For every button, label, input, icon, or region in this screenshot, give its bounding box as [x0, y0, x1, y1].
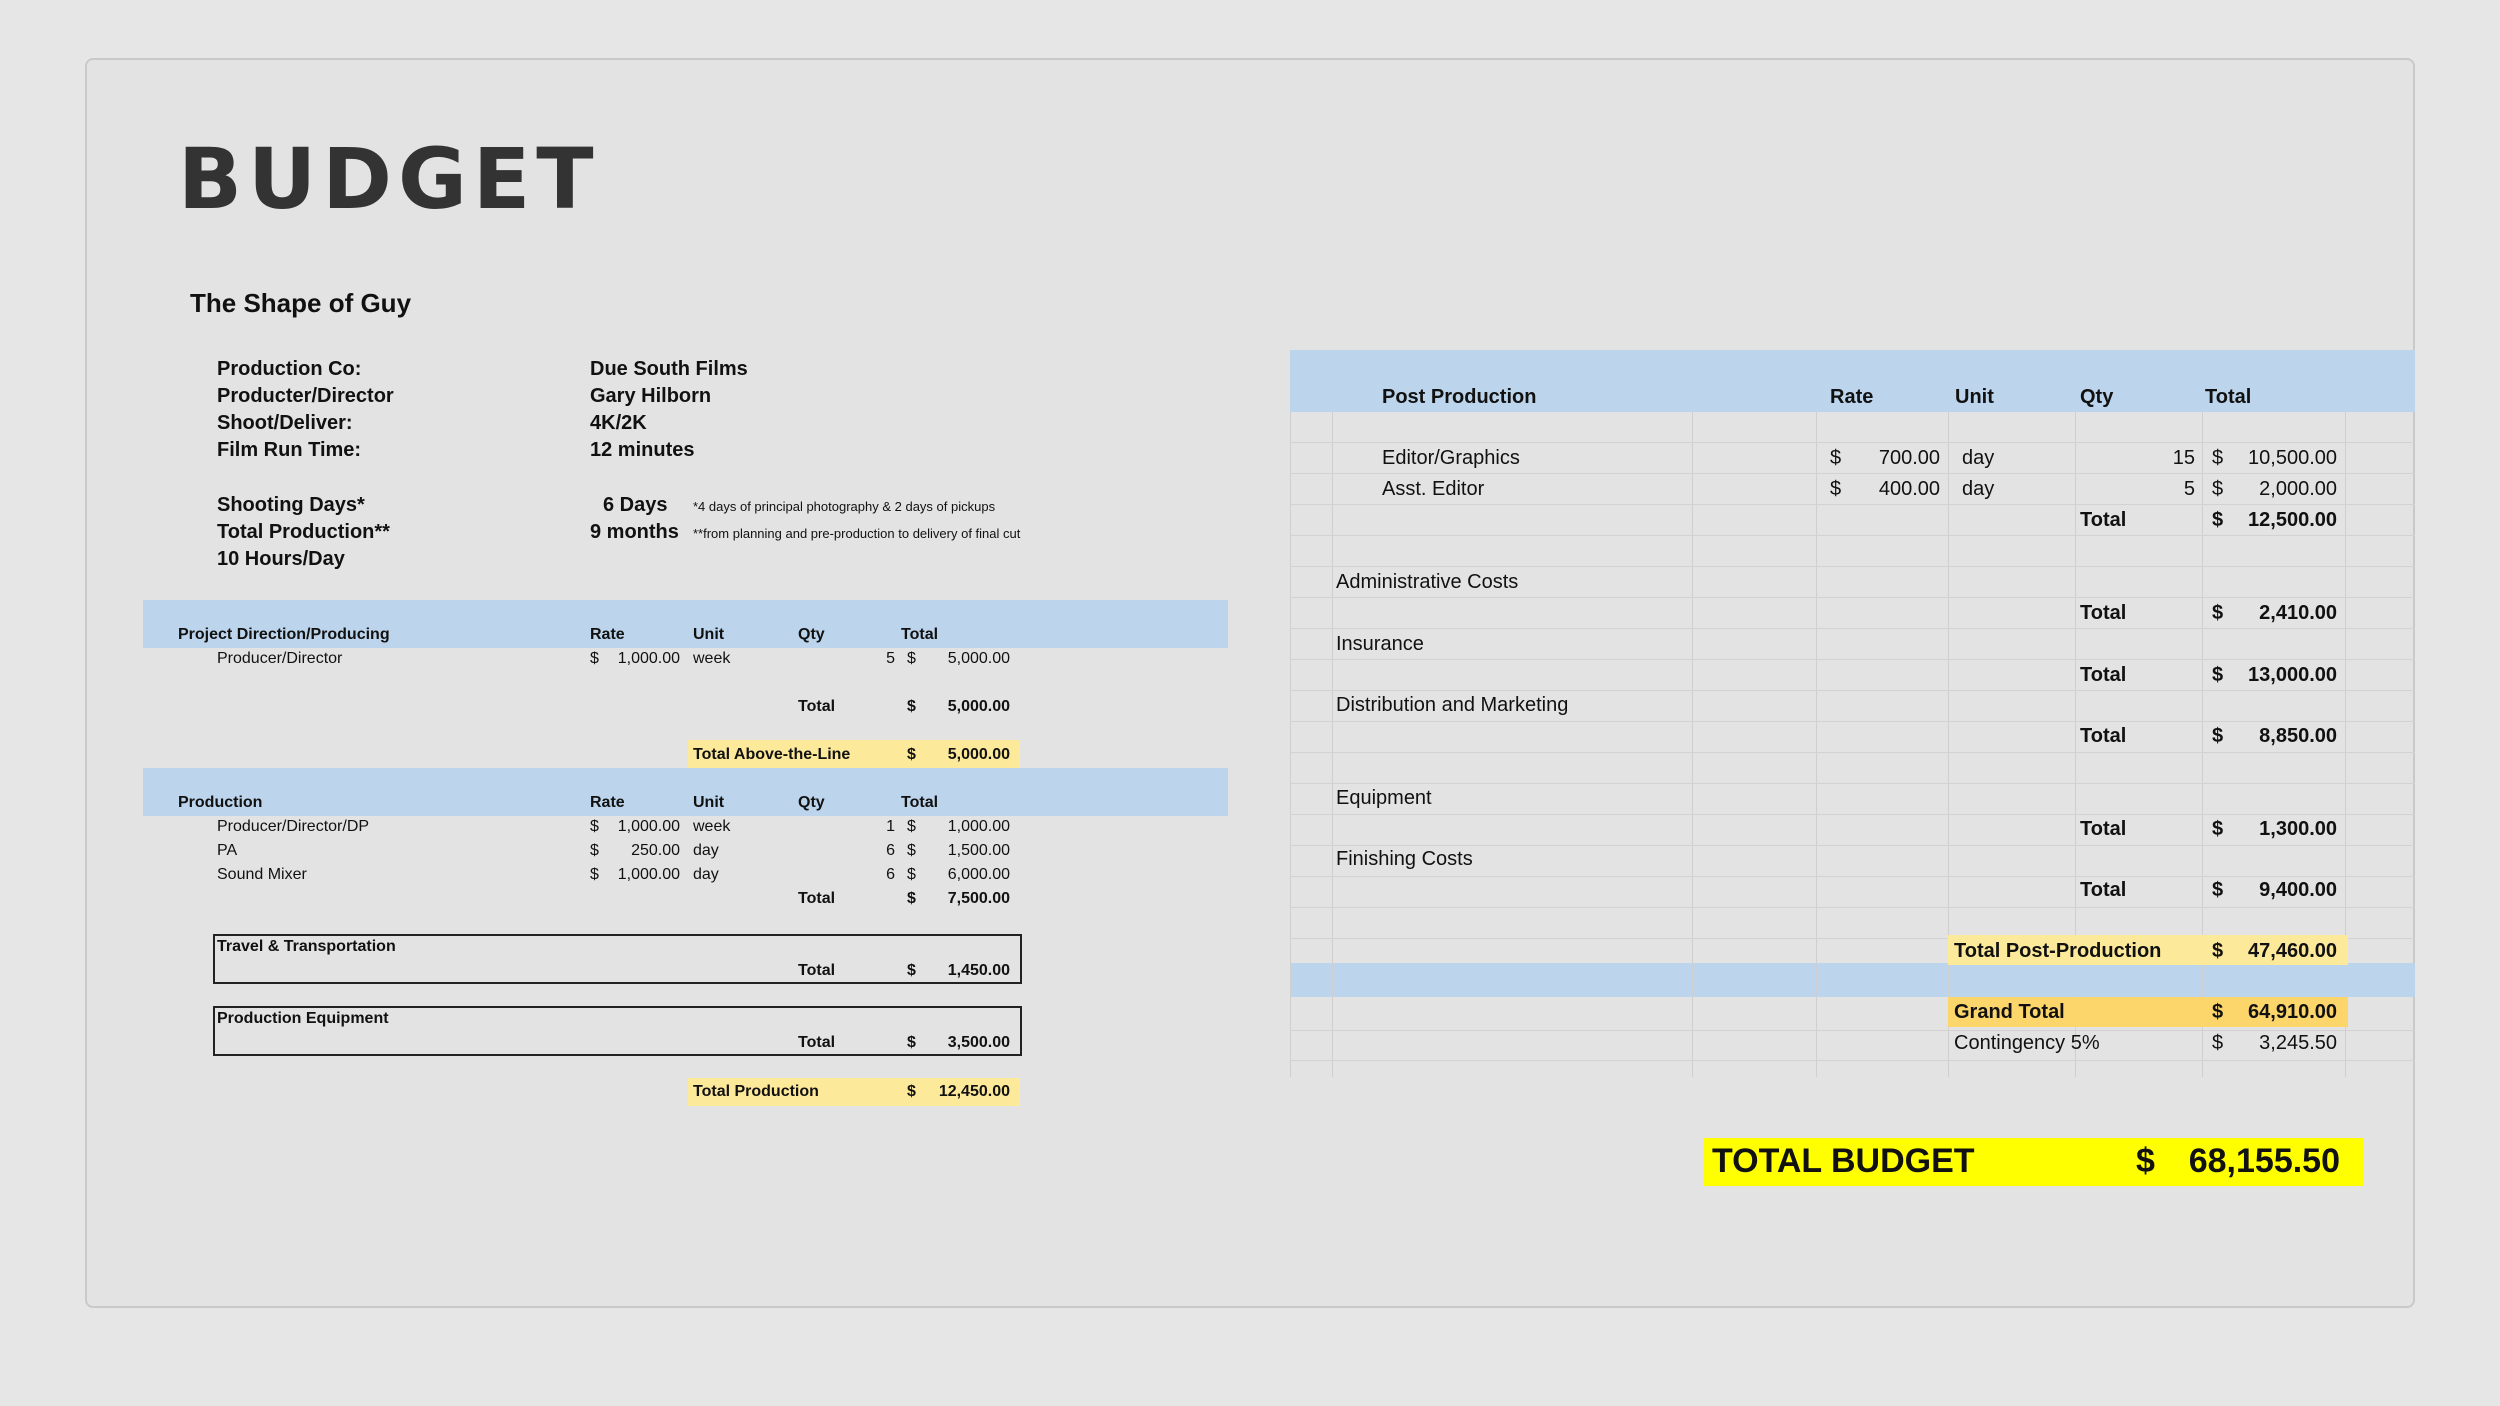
post-total-label: Total	[2080, 509, 2127, 531]
post-row-qty: 5	[2183, 478, 2195, 500]
production-row-dollar: $	[590, 866, 599, 883]
direction-row-name: Producer/Director	[217, 650, 343, 667]
post-qty-header: Qty	[2080, 386, 2114, 408]
direction-title: Project Direction/Producing	[178, 626, 390, 643]
info-total-prod-note: **from planning and pre-production to delivery of final cut	[693, 526, 1021, 541]
total-production-total: 12,450.00	[938, 1083, 1010, 1100]
production-row-total: 1,000.00	[947, 818, 1010, 835]
finishing-label: Finishing Costs	[1336, 848, 1473, 870]
grand-label: Grand Total	[1954, 1001, 2065, 1023]
production-row-dollar2: $	[907, 866, 916, 883]
production-row-name: Sound Mixer	[217, 866, 307, 883]
production-rate-header: Rate	[590, 794, 625, 811]
distribution-total-label: Total	[2080, 725, 2127, 747]
travel-total-dollar: $	[907, 962, 916, 979]
grid-line	[1290, 690, 2415, 691]
finishing-total: 9,400.00	[2259, 879, 2337, 901]
info-shooting-note: *4 days of principal photography & 2 days of pickups	[693, 499, 996, 514]
grid-line	[2202, 412, 2203, 1077]
insurance-total-label: Total	[2080, 664, 2127, 686]
grand-total: 64,910.00	[2248, 1001, 2337, 1023]
grid-line	[1290, 721, 2415, 722]
admin-costs-label: Administrative Costs	[1336, 571, 1519, 593]
production-row-dollar2: $	[907, 842, 916, 859]
admin-total: 2,410.00	[2259, 602, 2337, 624]
production-row-unit: day	[693, 842, 719, 859]
production-total: 7,500.00	[947, 890, 1010, 907]
direction-row-dollar2: $	[907, 650, 916, 667]
grid-line	[1290, 752, 2415, 753]
production-row-qty: 6	[886, 866, 895, 883]
direction-unit-header: Unit	[693, 626, 725, 643]
grid-line	[1290, 442, 2415, 443]
direction-qty-header: Qty	[798, 626, 825, 643]
insurance-label: Insurance	[1336, 633, 1424, 655]
equipment-post-total: 1,300.00	[2259, 818, 2337, 840]
grand-dollar: $	[2212, 1001, 2224, 1023]
travel-total: 1,450.00	[947, 962, 1010, 979]
production-row-unit: week	[693, 818, 731, 835]
production-row-qty: 6	[886, 842, 895, 859]
travel-total-label: Total	[798, 962, 836, 979]
film-title: The Shape of Guy	[190, 288, 412, 318]
post-row-total: 10,500.00	[2248, 447, 2337, 469]
equipment-post-total-dollar: $	[2212, 818, 2224, 840]
direction-row-total: 5,000.00	[947, 650, 1010, 667]
direction-total-header: Total	[901, 626, 939, 643]
tpp-total: 47,460.00	[2248, 940, 2337, 962]
equipment-post-total-label: Total	[2080, 818, 2127, 840]
finishing-total-label: Total	[2080, 879, 2127, 901]
production-qty-header: Qty	[798, 794, 825, 811]
post-row-rate: 700.00	[1878, 447, 1940, 469]
info-producer-label: Producter/Director	[217, 385, 394, 407]
production-unit-header: Unit	[693, 794, 725, 811]
grid-line	[1948, 412, 1949, 1077]
equipment-label: Production Equipment	[217, 1010, 389, 1027]
grid-line	[1290, 473, 2415, 474]
grid-line	[1290, 783, 2415, 784]
direction-total-label: Total	[798, 698, 836, 715]
total-budget-label: TOTAL BUDGET	[1712, 1142, 1975, 1180]
equipment-total-label: Total	[798, 1034, 836, 1051]
production-row-name: PA	[217, 842, 238, 859]
grid-line	[1290, 412, 1291, 1077]
finishing-total-dollar: $	[2212, 879, 2224, 901]
insurance-total-dollar: $	[2212, 664, 2224, 686]
direction-row-qty: 5	[886, 650, 895, 667]
total-budget-value: 68,155.50	[2188, 1142, 2340, 1180]
post-row-qty: 15	[2172, 447, 2195, 469]
contingency-total: 3,245.50	[2259, 1032, 2337, 1054]
production-row-rate: 250.00	[631, 842, 680, 859]
grid-line	[1692, 412, 1693, 1077]
grid-line	[1290, 814, 2415, 815]
production-row-dollar2: $	[907, 818, 916, 835]
slide-frame	[85, 58, 2415, 1308]
post-total: 12,500.00	[2248, 509, 2337, 531]
info-production-co-label: Production Co:	[217, 358, 362, 380]
grid-line	[1290, 535, 2415, 536]
production-row-name: Producer/Director/DP	[217, 818, 370, 835]
grid-line	[1290, 876, 2415, 877]
admin-total-dollar: $	[2212, 602, 2224, 624]
post-separator-band	[1290, 963, 2415, 997]
production-title: Production	[178, 794, 263, 811]
production-row-rate: 1,000.00	[617, 818, 680, 835]
contingency-label: Contingency 5%	[1954, 1032, 2100, 1054]
atl-label: Total Above-the-Line	[693, 746, 851, 763]
direction-row-rate: 1,000.00	[617, 650, 680, 667]
info-production-co: Due South Films	[590, 358, 748, 380]
grid-line	[1290, 504, 2415, 505]
post-row-dollar: $	[1830, 478, 1842, 500]
grid-line	[2075, 412, 2076, 1077]
post-row-rate: 400.00	[1878, 478, 1940, 500]
total-production-label: Total Production	[693, 1083, 819, 1100]
equipment-label-post: Equipment	[1336, 787, 1432, 809]
page-title: BUDGET	[178, 130, 600, 228]
atl-total: 5,000.00	[947, 746, 1010, 763]
production-total-header: Total	[901, 794, 939, 811]
grid-line	[1290, 566, 2415, 567]
grid-line	[1290, 845, 2415, 846]
travel-label: Travel & Transportation	[217, 938, 396, 955]
post-row-dollar: $	[1830, 447, 1842, 469]
atl-dollar: $	[907, 746, 916, 763]
post-row-unit: day	[1962, 478, 1995, 500]
info-shooting-days: 6 Days	[603, 494, 668, 516]
production-row-dollar: $	[590, 842, 599, 859]
grid-line	[1290, 907, 2415, 908]
info-total-prod-label: Total Production**	[217, 521, 390, 543]
production-total-dollar: $	[907, 890, 916, 907]
info-runtime-label: Film Run Time:	[217, 439, 362, 461]
info-total-prod: 9 months	[590, 521, 679, 543]
insurance-total: 13,000.00	[2248, 664, 2337, 686]
direction-total: 5,000.00	[947, 698, 1010, 715]
direction-row-unit: week	[693, 650, 731, 667]
info-shoot: 4K/2K	[590, 412, 647, 434]
tpp-label: Total Post-Production	[1954, 940, 2162, 962]
production-row-total: 6,000.00	[947, 866, 1010, 883]
post-row-unit: day	[1962, 447, 1995, 469]
equipment-total: 3,500.00	[947, 1034, 1010, 1051]
grid-line	[1290, 597, 2415, 598]
info-shooting-days-label: Shooting Days*	[217, 494, 365, 516]
direction-total-dollar: $	[907, 698, 916, 715]
grid-line	[1290, 628, 2415, 629]
post-row-name: Asst. Editor	[1382, 478, 1485, 500]
post-rate-header: Rate	[1830, 386, 1874, 408]
grid-line	[1816, 412, 1817, 1077]
contingency-dollar: $	[2212, 1032, 2224, 1054]
tpp-dollar: $	[2212, 940, 2224, 962]
production-row-qty: 1	[886, 818, 895, 835]
production-row-unit: day	[693, 866, 719, 883]
distribution-label: Distribution and Marketing	[1336, 694, 1569, 716]
post-row-dollar2: $	[2212, 447, 2224, 469]
production-total-label: Total	[798, 890, 836, 907]
production-row-dollar: $	[590, 818, 599, 835]
equipment-total-dollar: $	[907, 1034, 916, 1051]
production-row-total: 1,500.00	[947, 842, 1010, 859]
post-row-total: 2,000.00	[2259, 478, 2337, 500]
total-budget-dollar: $	[2136, 1142, 2155, 1180]
production-row-rate: 1,000.00	[617, 866, 680, 883]
post-title: Post Production	[1382, 386, 1537, 408]
info-shoot-label: Shoot/Deliver:	[217, 412, 353, 434]
post-unit-header: Unit	[1955, 386, 1994, 408]
distribution-total: 8,850.00	[2259, 725, 2337, 747]
grid-line	[1290, 1060, 2415, 1061]
info-producer: Gary Hilborn	[590, 385, 712, 407]
grid-line	[2345, 412, 2346, 1077]
info-runtime: 12 minutes	[590, 439, 695, 461]
post-row-dollar2: $	[2212, 478, 2224, 500]
grid-line	[1290, 659, 2415, 660]
admin-total-label: Total	[2080, 602, 2127, 624]
info-hours: 10 Hours/Day	[217, 548, 345, 570]
distribution-total-dollar: $	[2212, 725, 2224, 747]
grid-line	[1332, 412, 1333, 1077]
direction-row-dollar: $	[590, 650, 599, 667]
total-production-dollar: $	[907, 1083, 916, 1100]
post-row-name: Editor/Graphics	[1382, 447, 1520, 469]
production-header-band	[143, 768, 1228, 816]
direction-rate-header: Rate	[590, 626, 625, 643]
post-total-dollar: $	[2212, 509, 2224, 531]
post-total-header: Total	[2205, 386, 2252, 408]
grid-line	[1290, 1030, 2415, 1031]
